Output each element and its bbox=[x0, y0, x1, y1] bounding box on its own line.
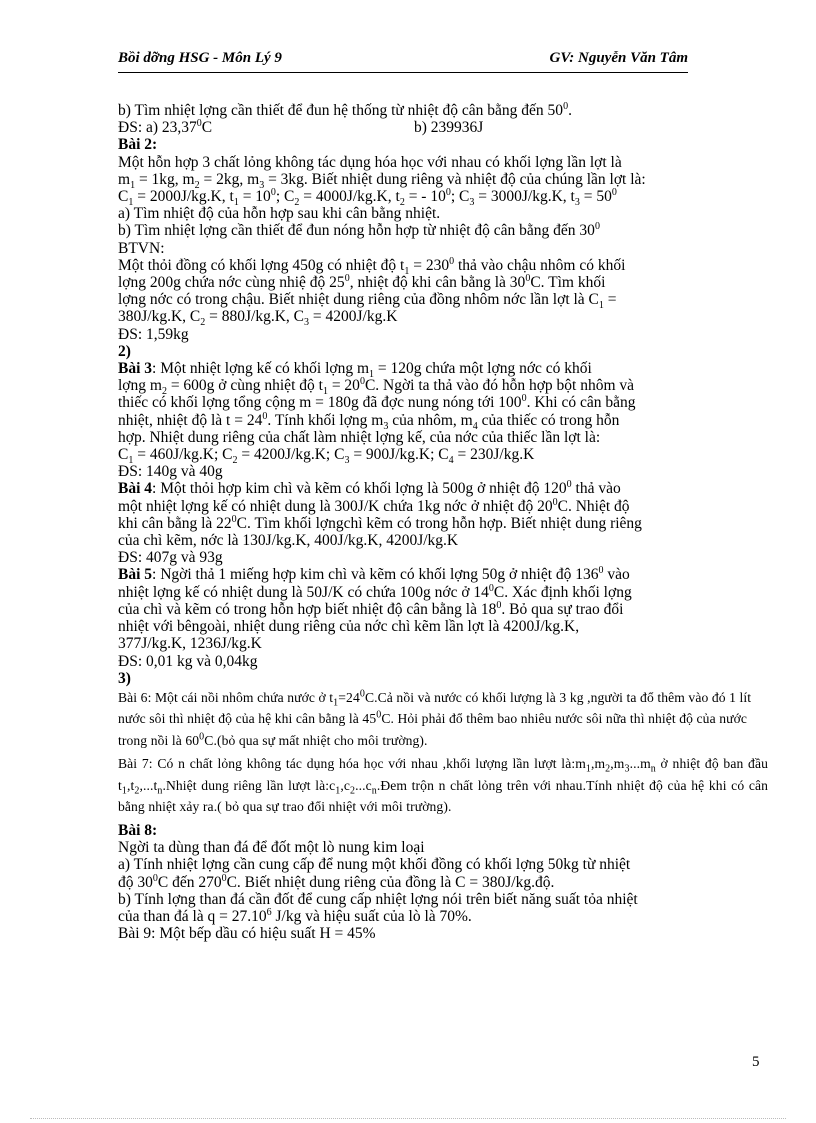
line: $m_1 = 1kg$, $m_2 = 2kg$, $m_3 = 3kg$. Biết nhiệt dung riêng và nhiệt độ của chúng lần lợt là: bbox=[118, 170, 646, 191]
line: Một hỗn hợp 3 chất lỏng không tác dụng hóa học với nhau có khối lợng lần lợt là bbox=[118, 153, 622, 171]
line: $C_1 = 2000J/kg.K$, $t_1 = 10^0$; $C_2 = 4000J/kg.K$, $t_2$ = - $10^0$; $C_3 = 3000J/kg.K$, $t_3 = 50^0$ bbox=[118, 186, 617, 209]
page-header bbox=[118, 50, 688, 74]
header-right: GV: Nguyễn Văn Tâm bbox=[549, 50, 688, 66]
exercise-4-title: Bài 4 bbox=[118, 480, 153, 498]
line: Một thỏi đồng có khối lợng 450g có nhiệt độ $t_1 = 230^0$ thả vào chậu nhôm có khối bbox=[118, 255, 626, 277]
answer-a: ĐS: a) 23,37$^0$C bbox=[118, 118, 213, 137]
line: lợng 200g chứa nớc cùng nhiệ độ $25^0$, nhiệt độ khi cân bằng là $30^0C$. Tìm khối bbox=[118, 272, 606, 292]
exercise-9: Bài 9: Một bếp dầu có hiệu suất H = 45% bbox=[118, 925, 376, 943]
line: Ngời ta dùng than đá để đốt một lò nung kim loại bbox=[118, 839, 425, 857]
line: khi cân bằng là $22^0C$. Tìm khối lợngchì kẽm có trong hỗn hợp. Biết nhiệt dung riêng bbox=[118, 513, 642, 532]
exercise-2-title: Bài 2: bbox=[118, 136, 158, 154]
line: b) Tìm nhiệt lợng cần thiết để đun nóng hỗn hợp từ nhiệt độ cân bằng đến $30^0$ bbox=[118, 221, 600, 240]
section-2: 2) bbox=[118, 342, 131, 360]
line: của chì và kẽm có trong hỗn hợp biết nhiệt độ cân bằng là $18^0$. Bỏ qua sự trao đổi bbox=[118, 599, 624, 618]
line: b) Tính lợng than đá cần đốt để cung cấp nhiệt lợng nói trên biết năng suất tỏa nhiệt bbox=[118, 890, 638, 908]
line: ĐS: 0,01 kg và 0,04kg bbox=[118, 652, 258, 670]
line: nhiệt với bêngoài, nhiệt dung riêng của nớc chì kẽm lần lợt là 4200J/kg.K, bbox=[118, 618, 580, 636]
header-rule bbox=[118, 72, 688, 73]
homework-title: BTVN: bbox=[118, 239, 165, 257]
answer-b: b) 239936J bbox=[414, 119, 484, 137]
line: độ $30^0C$ đến $270^0C$. Biết nhiệt dung riêng của đồng là C = 380J/kg.độ. bbox=[118, 872, 555, 891]
line: 377J/kg.K, 1236J/kg.K bbox=[118, 635, 262, 653]
line: lợng nớc có trong chậu. Biết nhiệt dung riêng của đồng nhôm nớc lần lợt là $C_1$ = bbox=[118, 291, 617, 312]
line: một nhiệt lợng kế có nhiệt dung là 300J/K chứa 1kg nớc ở nhiệt độ $20^0C$. Nhiệt độ bbox=[118, 496, 630, 515]
line: nhiệt lợng kế có nhiệt dung là 50J/K có chứa 100g nớc ở $14^0C$. Xác định khối lợng bbox=[118, 582, 632, 601]
line: 380J/kg.K, $C_2 = 880J/kg.K$, $C_3 = 4200J/kg.K$ bbox=[118, 308, 398, 329]
section-3: 3) bbox=[118, 669, 131, 687]
line: nhiệt, nhiệt độ là $t = 24^0$. Tính khối lợng $m_3$ của nhôm, $m_4$ của thiếc có trong hỗn bbox=[118, 410, 620, 432]
line: b) Tìm nhiệt lợng cần thiết để đun hệ thống từ nhiệt độ cân bằng đến $50^0$. bbox=[118, 100, 572, 119]
exercise-4-text: : Một thỏi hợp kim chì và kẽm có khối lợng là 500g ở nhiệt độ $120^0$ thả vào bbox=[152, 479, 621, 498]
line: a) Tìm nhiệt độ của hỗn hợp sau khi cân bằng nhiệt. bbox=[118, 205, 441, 223]
exercise-5-text: : Ngời thả 1 miếng hợp kim chì và kẽm có khối lợng 50g ở nhiệt độ $136^0$ vào bbox=[152, 565, 630, 584]
line: $C_1 = 460J/kg.K$; $C_2 = 4200J/kg.K$; $C_3 = 900J/kg.K$; $C_4 = 230J/kg.K$ bbox=[118, 446, 535, 467]
line bbox=[118, 566, 768, 583]
line: của chì kẽm, nớc là 130J/kg.K, 400J/kg.K, 4200J/kg.K bbox=[118, 532, 459, 550]
exercise-6: Bài 6: Một cái nồi nhôm chứa nước ở $t_1=24^0C.Cả$ nồi và nước có khối lượng là 3 kg ,người ta đổ thêm vào đó 1 lít nước sôi thì nhiệt độ của hệ khi cân bằng là $45^0C$. Hỏi phải đổ thêm bao nhiêu nước sôi nữa thì nhiệt độ của nước trong nồi là $60^0C.(bỏ$ qua sự mất nhiệt cho môi trường). bbox=[118, 688, 752, 748]
footer-rule bbox=[30, 1118, 786, 1119]
page-content bbox=[118, 102, 768, 942]
line: ĐS: 140g và 40g bbox=[118, 463, 223, 481]
line: của than đá là $q = 27.10^6$ J/kg và hiệu suất của lò là 70%. bbox=[118, 906, 472, 925]
line: lợng $m_2 = 600g$ ở cùng nhiệt độ $t_1 = 20^0C$. Ngời ta thả vào đó hỗn hợp bột nhôm và bbox=[118, 376, 635, 398]
page-number: 5 bbox=[752, 1054, 760, 1070]
exercise-8-title: Bài 8: bbox=[118, 821, 158, 839]
line: ĐS: 1,59kg bbox=[118, 325, 189, 343]
header-left: Bồi dỡng HSG - Môn Lý 9 bbox=[118, 50, 282, 66]
exercise-5-title: Bài 5 bbox=[118, 566, 153, 584]
exercise-3-title: Bài 3 bbox=[118, 360, 153, 378]
line: hợp. Nhiệt dung riêng của chất làm nhiệt lợng kế, của nớc của thiếc lần lợt là: bbox=[118, 428, 601, 446]
exercise-3-text: : Một nhiệt lợng kế có khối lợng $m_1 = 120g$ chứa một lợng nớc có khối bbox=[152, 360, 592, 381]
line: ĐS: 407g và 93g bbox=[118, 549, 223, 567]
line bbox=[118, 360, 768, 381]
line: a) Tính nhiệt lợng cần cung cấp để nung một khối đồng có khối lợng 50kg từ nhiệt bbox=[118, 856, 631, 874]
line: thiếc có khối lợng tổng cộng m = 180g đã đợc nung nóng tới $100^0$. Khi có cân bằng bbox=[118, 393, 636, 412]
line bbox=[118, 480, 768, 497]
answer-line bbox=[118, 119, 768, 136]
exercise-7: Bài 7: Có n chất lỏng không tác dụng hóa học với nhau ,khối lượng lần lượt $là:m_1,m_2,m_3...m_n$ ở nhiệt độ ban đầu $t_1,t_2,...t_n.Nhiệt$ dung riêng lần lượt $là:c_1,c_2...c_n.Đem$ trộn n chất lỏng trên với nhau.Tính nhiệt độ của hệ khi có cân bằng nhiệt xảy ra.( bỏ qua sự trao đổi nhiệt với môi trường). bbox=[118, 756, 768, 815]
